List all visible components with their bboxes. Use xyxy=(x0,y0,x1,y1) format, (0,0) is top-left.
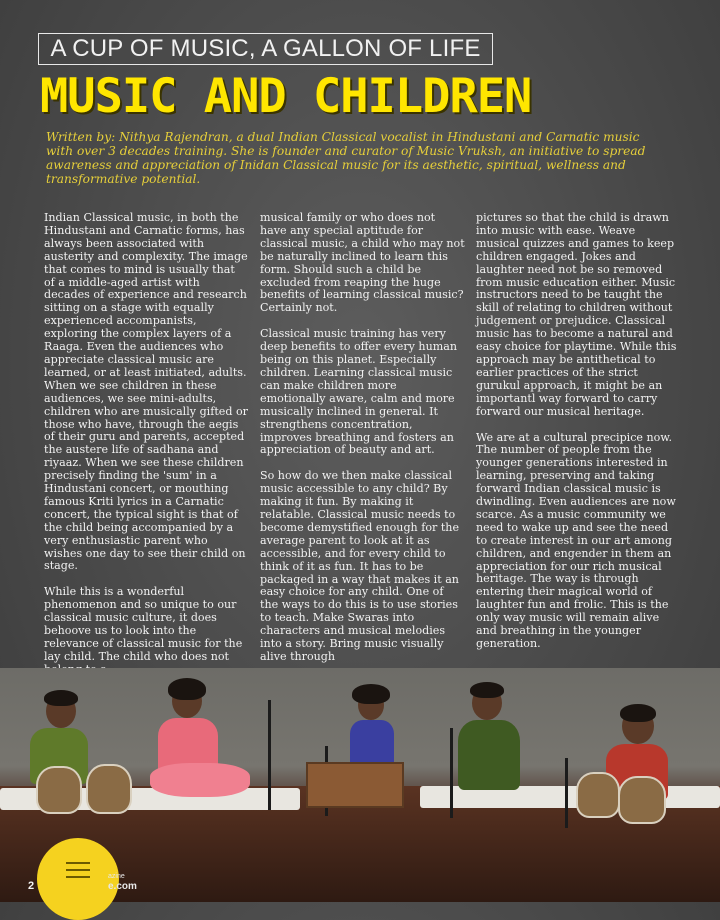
article-column-1 xyxy=(44,212,249,690)
article-headline: MUSIC AND CHILDREN xyxy=(40,69,532,124)
paragraph: We are at a cultural precipice now. The number of people from the younger generations interested in learning, preserving and taking forward Indian classical music is dwindling. Even audiences are now scarce. As a music community we need to wake up and see the need to create interest in our art among children, and engender in them an appreciation for our rich musical heritage. The way is through entering their magical world of laughter fun and frolic. This is the only way music will remain alive and breathing in the younger generation. xyxy=(476,430,676,650)
hamburger-menu-icon-bar xyxy=(66,876,90,878)
author-byline: Written by: Nithya Rajendran, a dual Indian Classical vocalist in Hindustani and Carnatic music with over 3 decades training. She is founder and curator of Music Vruksh, an initiative to spread awareness and appreciation of Inidan Classical music for its aesthetic, spiritual, wellness and transformative potential. xyxy=(46,130,646,186)
child-hair xyxy=(470,682,504,698)
menu-button[interactable] xyxy=(37,838,119,920)
section-kicker: A CUP OF MUSIC, A GALLON OF LIFE xyxy=(38,33,493,65)
child-dress xyxy=(350,720,394,766)
tabla-drum xyxy=(618,776,666,824)
mic-stand xyxy=(450,728,453,818)
article-column-2 xyxy=(260,212,465,677)
child-hair xyxy=(620,704,656,722)
paragraph: Indian Classical music, in both the Hindustani and Carnatic forms, has always been associated with austerity and complexity. The image that comes to mind is usually that of a middle-aged artist with decades of experience and research sitting on a stage with equally experienced accompanists, exploring the complex layers of a Raaga. Even the audiences who appreciate classical music are learned, or at least initiated, adults. When we see children in these audiences, we see mini-adults, children who are musically gifted or those who have, through the aegis of their guru and parents, accepted the austere life of sadhana and riyaaz. When we see these children precisely finding the 'sum' in a Hindustani concert, or mouthing famous Kriti lyrics in a Carnatic concert, the typical sight is that of the child being accompanied by a very enthusiastic parent who wishes one day to see their child on stage. xyxy=(44,211,248,573)
tabla-drum xyxy=(576,772,620,818)
child-hair xyxy=(44,690,78,706)
harmonium xyxy=(306,762,404,808)
website-footer xyxy=(108,872,137,892)
paragraph: Classical music training has very deep benefits to offer every human being on this planet. Especially children. Learning classical music can make children more emotionally aware, calm and more musically inclined in general. It strengthens concentration, improves breathing and fosters an appreciation of beauty and art. xyxy=(260,327,457,457)
article-column-3 xyxy=(476,212,681,664)
child-kurta xyxy=(458,720,520,790)
mic-stand xyxy=(268,700,271,810)
hamburger-menu-icon-bar xyxy=(66,869,90,871)
hamburger-menu-icon xyxy=(66,862,90,864)
paragraph: So how do we then make classical music accessible to any child? By making it fun. By making it relatable. Classical music needs to become demystified enough for the average parent to look at it as accessible, and for every child to think of it as fun. It has to be packaged in a way that makes it an easy choice for any child. One of the ways to do this is to use stories to teach. Make Swaras into characters and musical melodies into a story. Bring music visually alive through xyxy=(260,469,460,663)
paragraph: musical family or who does not have any special aptitude for classical music, a child who may not be naturally inclined to learn this form. Should such a child be excluded from reaping the huge benefits of learning classical music? Certainly not. xyxy=(260,211,465,315)
page-number: 2 xyxy=(28,880,35,892)
tabla-drum xyxy=(36,766,82,814)
child-hair xyxy=(352,684,390,704)
child-skirt xyxy=(150,763,250,797)
website-url[interactable]: e.com xyxy=(108,881,137,892)
child-hair xyxy=(168,678,206,700)
paragraph: While this is a wonderful phenomenon and so unique to our classical music culture, it does behoove us to look into the relevance of classical music for the lay child. The child who does not xyxy=(44,585,243,663)
magazine-label: azine xyxy=(108,873,125,880)
mic-stand xyxy=(565,758,568,828)
tabla-drum xyxy=(86,764,132,814)
paragraph: pictures so that the child is drawn into music with ease. Weave musical quizzes and games to keep children engaged. Jokes and laughter need not be so removed from music education either. Music instructors need to be taught the skill of relating to children without judgement or prejudice. Classical music has to become a natural and easy choice for playtime. While this approach may be antithetical to earlier practices of the strict gurukul approach, it might be an importantl way forward to carry forward our musical heritage. xyxy=(476,211,677,418)
